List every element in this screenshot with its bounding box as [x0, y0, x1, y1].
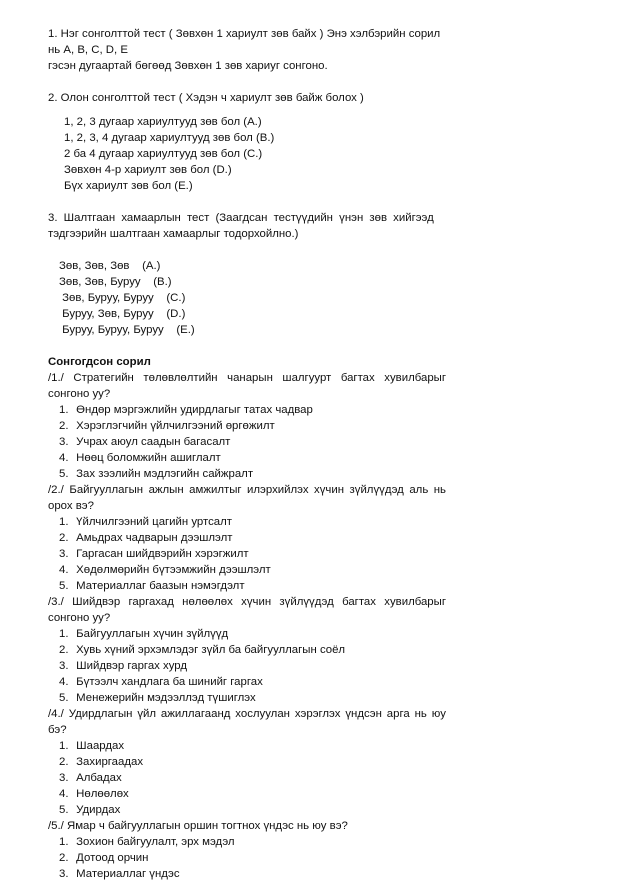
- answer-option: 5. Зах зээлийн мэдлэгийн сайжралт: [59, 468, 254, 480]
- q3-option: Зөв, Зөв, Зөв (A.): [59, 260, 161, 272]
- question-3-options: [48, 258, 638, 338]
- answer-option: 2. Хувь хүний эрхэмлэдэг зүйл ба байгууллагын соёл: [59, 644, 346, 656]
- answer-list: [48, 738, 638, 818]
- q2-option: Зөвхөн 4-р хариулт зөв бол (D.): [64, 164, 232, 176]
- answer-list: [48, 626, 638, 706]
- question-3-line-1: 3. Шалтгаан хамаарлын тест (Заагдсан тестүүдийн үнэн зөв хийгээд: [48, 212, 434, 224]
- q2-option: 2 ба 4 дугаар хариултууд зөв бол (C.): [64, 148, 263, 160]
- selected-question-stem: /3./ Шийдвэр гаргахад нөлөөлөх хүчин зүйлүүдэд багтах хувилбарыг сонгоно уу?: [48, 596, 446, 624]
- q3-option: Буруу, Буруу, Буруу (E.): [59, 324, 195, 336]
- selected-question-stem: /2./ Байгууллагын ажлын амжилтыг илэрхийлэх хүчин зүйлүүдэд аль нь орох вэ?: [48, 484, 446, 512]
- answer-option: 4. Хөдөлмөрийн бүтээмжийн дээшлэлт: [59, 564, 271, 576]
- answer-option: 1. Шаардах: [59, 740, 125, 752]
- answer-option: 1. Байгууллагын хүчин зүйлүүд: [59, 628, 229, 640]
- answer-option: 5. Материаллаг баазын нэмэгдэлт: [59, 580, 245, 592]
- intro-line-1: 1. Нэг сонголттой тест ( Зөвхөн 1 хариулт зөв байх ) Энэ хэлбэрийн сорил: [48, 28, 441, 40]
- answer-option: 4. Бүтээлч хандлага ба шинийг гаргах: [59, 676, 263, 688]
- intro-line-2: нь A, B, C, D, E: [48, 44, 128, 56]
- q3-option: Зөв, Зөв, Буруу (B.): [59, 276, 172, 288]
- answer-list: [48, 402, 638, 482]
- section-title: Сонгогдсон сорил: [48, 356, 151, 368]
- answer-option: 3. Албадах: [59, 772, 122, 784]
- answer-option: 3. Учрах аюул саадын багасалт: [59, 436, 231, 448]
- selected-question-stem: /1./ Стратегийн төлөвлөлтийн чанарын шалгуурт багтах хувилбарыг сонгоно уу?: [48, 372, 446, 400]
- answer-option: 4. Нөөц боломжийн ашиглалт: [59, 452, 221, 464]
- selected-question-stem: /4./ Удирдлагын үйл ажиллагаанд хослуулан хэрэглэх үндсэн арга нь юу бэ?: [48, 708, 446, 736]
- answer-option: 4. Нөлөөлөх: [59, 788, 129, 800]
- answer-option: 2. Хэрэглэгчийн үйлчилгээний өргөжилт: [59, 420, 275, 432]
- answer-option: 3. Гаргасан шийдвэрийн хэрэгжилт: [59, 548, 249, 560]
- q3-option: Зөв, Буруу, Буруу (C.): [59, 292, 186, 304]
- answer-option: 2. Дотоод орчин: [59, 852, 149, 864]
- answer-option: 3. Шийдвэр гаргах хурд: [59, 660, 188, 672]
- intro-line-3: гэсэн дугаартай бөгөөд Зөвхөн 1 зөв хариуг сонгоно.: [48, 60, 328, 72]
- answer-option: 1. Үйлчилгээний цагийн уртсалт: [59, 516, 232, 528]
- selected-question-stem: /5./ Ямар ч байгууллагын оршин тогтнох үндэс нь юу вэ?: [48, 820, 348, 832]
- answer-option: 1. Зохион байгуулалт, эрх мэдэл: [59, 836, 235, 848]
- answer-option: 1. Өндөр мэргэжлийн удирдлагыг татах чадвар: [59, 404, 313, 416]
- q2-option: Бүх хариулт зөв бол (E.): [64, 180, 193, 192]
- question-3-line-2: тэдгээрийн шалтгаан хамаарлыг тодорхойлно.): [48, 228, 299, 240]
- q2-option: 1, 2, 3 дугаар хариултууд зөв бол (A.): [64, 116, 262, 128]
- answer-option: 5. Менежерийн мэдээллэд түшиглэх: [59, 692, 256, 704]
- answer-list: [48, 514, 638, 594]
- answer-option: 3. Материаллаг үндэс: [59, 868, 180, 880]
- answer-list: [48, 834, 638, 882]
- question-2-text: 2. Олон сонголттой тест ( Хэдэн ч хариулт зөв байж болох ): [48, 92, 364, 104]
- answer-option: 5. Удирдах: [59, 804, 121, 816]
- answer-option: 2. Амьдрах чадварын дээшлэлт: [59, 532, 233, 544]
- q2-option: 1, 2, 3, 4 дугаар хариултууд зөв бол (B.): [64, 132, 275, 144]
- question-2-options: [48, 114, 638, 194]
- answer-option: 2. Захиргаадах: [59, 756, 144, 768]
- q3-option: Буруу, Зөв, Буруу (D.): [59, 308, 186, 320]
